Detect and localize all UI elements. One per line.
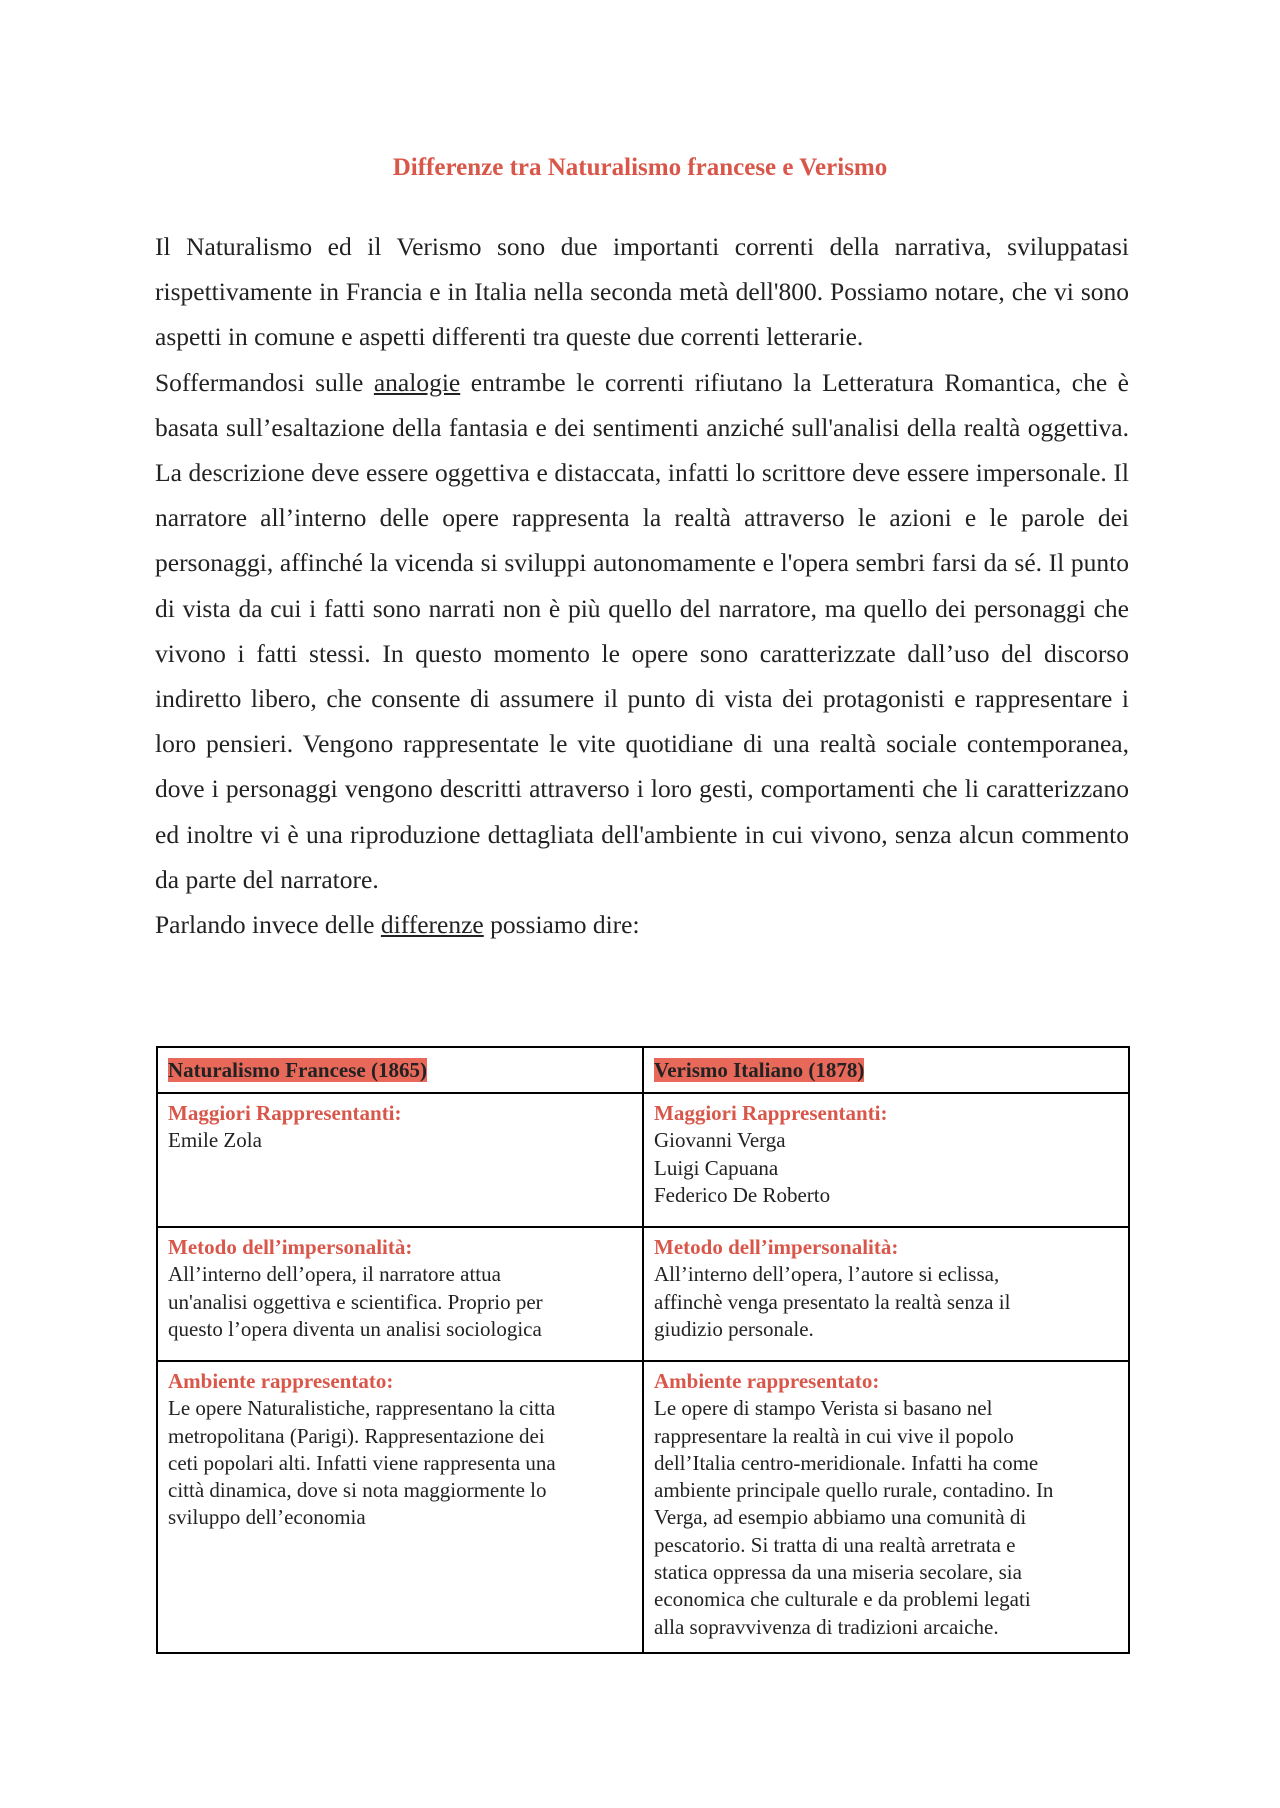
cell-rappresentanti-naturalismo [157,1093,643,1227]
table-row-ambiente [157,1361,1129,1653]
cell-text-line: alla sopravvivenza di tradizioni arcaiche. [654,1614,999,1639]
cell-text-line: dell’Italia centro-meridionale. Infatti ha come [654,1450,1039,1475]
cell-rappresentanti-verismo [643,1093,1129,1227]
comparison-table [156,1046,1130,1654]
cell-heading: Ambiente rappresentato: [654,1369,880,1393]
cell-text-line: statica oppressa da una miseria secolare, sia [654,1560,1022,1585]
analogies-lead-text: Soffermandosi sulle [155,367,374,397]
header-cell-verismo [643,1047,1129,1093]
cell-heading: Metodo dell’impersonalità: [168,1235,413,1259]
cell-text-line: Luigi Capuana [654,1155,779,1180]
differences-underlined-word: differenze [380,910,484,940]
cell-metodo-naturalismo [157,1227,643,1361]
cell-text-line: Verga, ad esempio abbiamo una comunità di [654,1505,1027,1530]
cell-text-line: città dinamica, dove si nota maggiormente lo [168,1478,547,1503]
cell-text-line: sviluppo dell’economia [168,1505,366,1530]
cell-ambiente-verismo [643,1361,1129,1653]
table-row-rappresentanti [157,1093,1129,1227]
body-text [155,224,1129,947]
analogies-underlined-word: analogie [373,367,461,397]
cell-text-line: economica che culturale e da problemi legati [654,1587,1031,1612]
cell-heading: Metodo dell’impersonalità: [654,1235,899,1259]
cell-text-line: giudizio personale. [654,1316,814,1341]
cell-text-line: Le opere di stampo Verista si basano nel [654,1396,993,1421]
analogies-body-text: entrambe le correnti rifiutano la Letteratura Romantica, che è basata sull’esaltazione della fantasia e dei sentimenti anziché sull'analisi della realtà oggettiva. La descrizione deve essere oggettiva e distaccata, infatti lo scrittore deve essere impersonale. Il narratore all’interno delle opere rappresenta la realtà attraverso le azioni e le parole dei personaggi, affinché la vicenda si sviluppi autonomamente e l'opera sembri farsi da sé. Il punto di vista da cui i fatti sono narrati non è più quello del narratore, ma quello dei personaggi che vivono i fatti stessi. In questo momento le opere sono caratterizzate dall’uso del discorso indiretto libero, che consente di assumere il punto di vista dei protagonisti e rappresentare i loro pensieri. Vengono rappresentate le vite quotidiane di una realtà sociale contemporanea, dove i personaggi vengono descritti attraverso i loro gesti, comportamenti che li caratterizzano ed inoltre vi è una riproduzione dettagliata dell'ambiente in cui vivono, senza alcun commento da parte del narratore. [155,367,1129,894]
cell-text-line: All’interno dell’opera, l’autore si eclissa, [654,1262,1000,1287]
cell-text-line: Federico De Roberto [654,1182,831,1207]
table-row-metodo [157,1227,1129,1361]
cell-text-line: questo l’opera diventa un analisi sociologica [168,1316,542,1341]
cell-text-line: Le opere Naturalistiche, rappresentano la citta [168,1396,556,1421]
table-header-row [157,1047,1129,1093]
cell-text-line: un'analisi oggettiva e scientifica. Proprio per [168,1289,543,1314]
cell-ambiente-naturalismo [157,1361,643,1653]
paragraph-differences [155,902,1129,947]
cell-text-line: ceti popolari alti. Infatti viene rappresenta una [168,1450,556,1475]
page-title: Differenze tra Naturalismo francese e Verismo [392,154,888,181]
cell-text-line: affinchè venga presentato la realtà senza il [654,1289,1011,1314]
cell-heading: Maggiori Rappresentanti: [654,1101,888,1125]
cell-text-line: ambiente principale quello rurale, contadino. In [654,1478,1054,1503]
differences-tail-text: possiamo dire: [483,910,640,940]
cell-text-line: Emile Zola [168,1128,262,1153]
differences-lead-text: Parlando invece delle [155,910,381,940]
cell-metodo-verismo [643,1227,1129,1361]
header-cell-naturalismo [157,1047,643,1093]
cell-text-line: rappresentare la realtà in cui vive il popolo [654,1423,1014,1448]
cell-text-line: All’interno dell’opera, il narratore attua [168,1262,501,1287]
cell-text-line: metropolitana (Parigi). Rappresentazione dei [168,1423,545,1448]
cell-heading: Ambiente rappresentato: [168,1369,394,1393]
paragraph-analogies [155,360,1129,902]
cell-text-line: Giovanni Verga [654,1128,786,1153]
cell-heading: Maggiori Rappresentanti: [168,1101,402,1125]
cell-text-line: pescatorio. Si tratta di una realtà arretrata e [654,1532,1016,1557]
paragraph-intro: Il Naturalismo ed il Verismo sono due importanti correnti della narrativa, sviluppatasi rispettivamente in Francia e in Italia nella seconda metà dell'800. Possiamo notare, che vi sono aspetti in comune e aspetti differenti tra queste due correnti letterarie. [155,232,1129,352]
header-label-naturalismo: Naturalismo Francese (1865) [168,1058,427,1083]
header-label-verismo: Verismo Italiano (1878) [654,1058,865,1083]
